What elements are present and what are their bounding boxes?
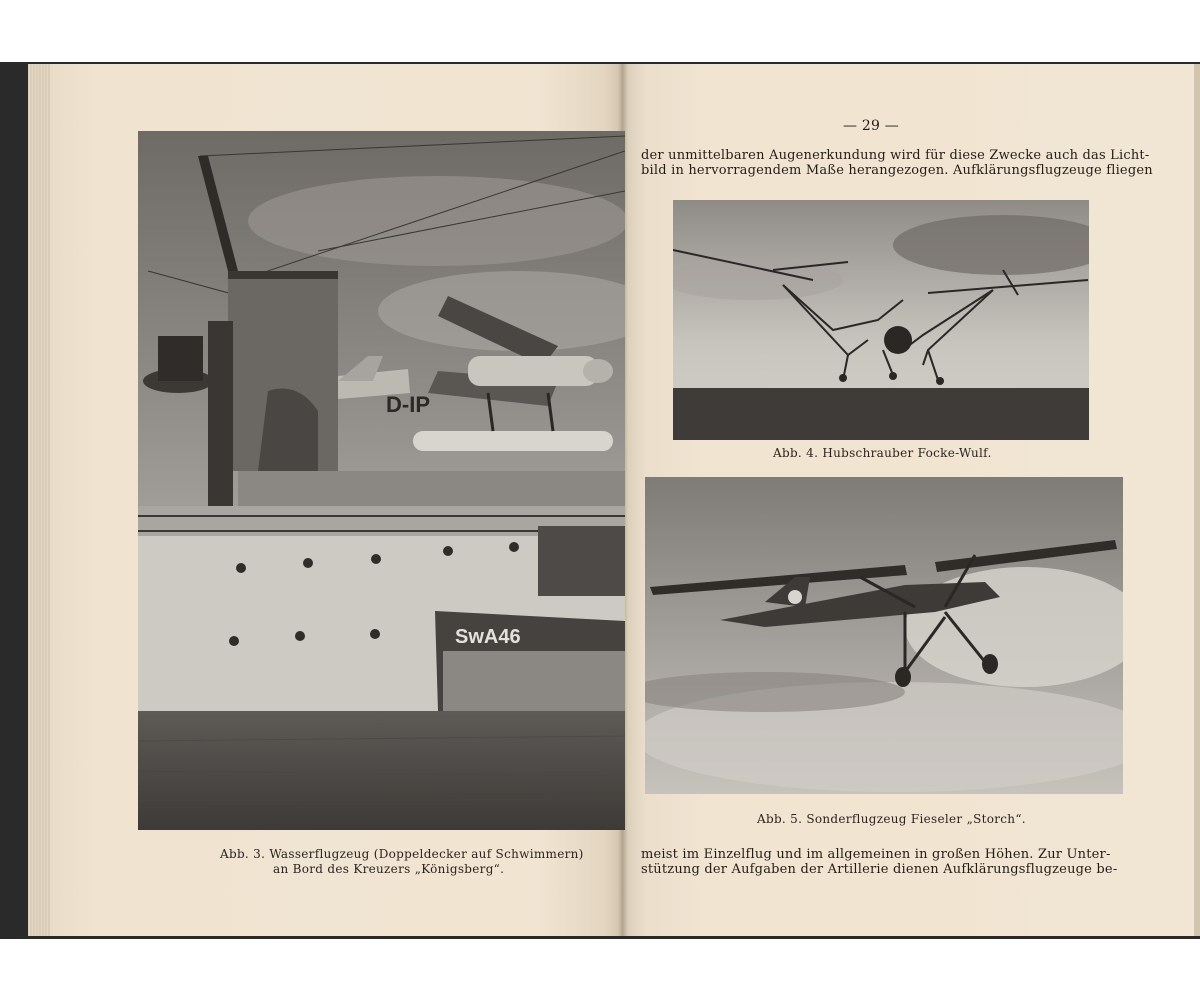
figure-3-photo	[138, 131, 625, 830]
figure-5-photo	[645, 477, 1123, 794]
page-number: — 29 —	[843, 118, 899, 134]
body-text-bottom-line-1: meist im Einzelflug und im allgemeinen in großen Höhen. Zur Unter-	[641, 847, 1111, 862]
body-text-top-line-1: der unmittelbaren Augenerkundung wird für diese Zwecke auch das Licht-	[641, 148, 1150, 163]
body-text-top-line-2: bild in hervorragendem Maße herangezogen. Aufklärungsflugzeuge fliegen	[641, 163, 1153, 178]
figure-3-caption-line-2: an Bord des Kreuzers „Königsberg“.	[273, 862, 505, 876]
body-text-bottom-line-2: stützung der Aufgaben der Artillerie dienen Aufklärungsflugzeuge be-	[641, 862, 1118, 877]
hull-marking: SwA46	[455, 626, 521, 648]
figure-4-caption: Abb. 4. Hubschrauber Focke-Wulf.	[773, 446, 992, 460]
plane-marking: D-IP	[386, 392, 430, 417]
right-page-edges	[1194, 64, 1200, 936]
figure-5-caption: Abb. 5. Sonderflugzeug Fieseler „Storch“.	[757, 812, 1026, 826]
figure-4-photo	[673, 200, 1089, 440]
figure-3-caption-line-1: Abb. 3. Wasserflugzeug (Doppeldecker auf Schwimmern)	[220, 847, 584, 861]
left-page-edges	[28, 64, 50, 936]
